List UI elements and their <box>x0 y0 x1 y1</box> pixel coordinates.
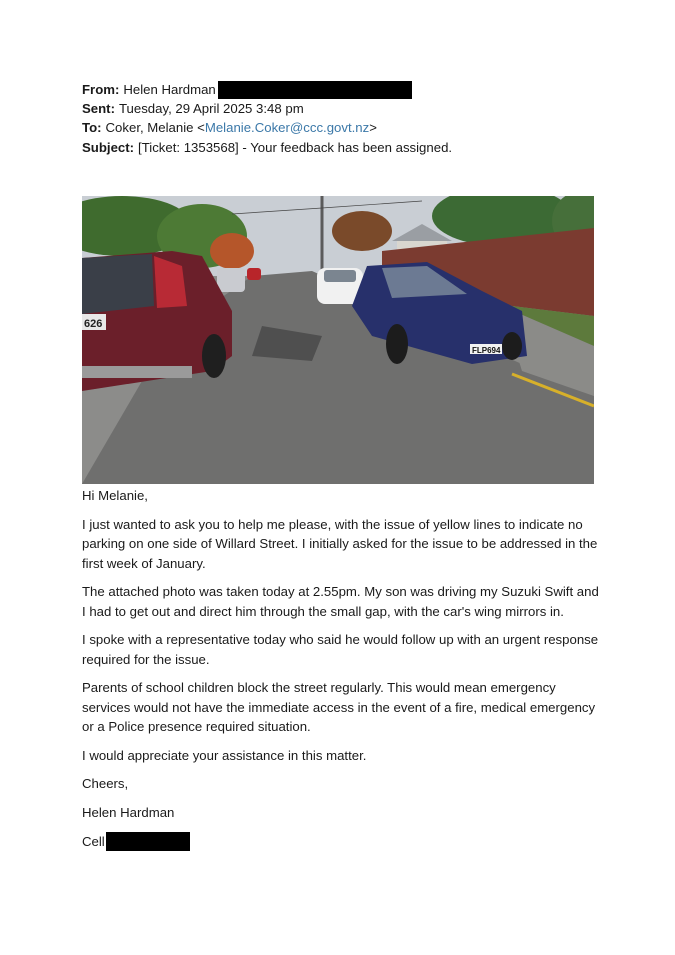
subject-label: Subject: <box>82 139 135 155</box>
sent-label: Sent: <box>82 101 115 117</box>
sent-value: Tuesday, 29 April 2025 3:48 pm <box>118 101 304 117</box>
to-email-link[interactable]: Melanie.Coker@ccc.govt.nz <box>204 120 370 136</box>
signature: Helen Hardman <box>82 805 175 821</box>
white-car-window <box>324 270 356 282</box>
paragraph-photo: The attached photo was taken today at 2.55pm. My son was driving my Suzuki Swift and I had to get out and direct him through the small gap, with the car's wing mirrors in. <box>82 584 599 619</box>
cell-label: Cell <box>82 834 105 849</box>
to-close: > <box>369 120 377 136</box>
paragraph-emergency: Parents of school children block the street regularly. This would mean emergency services would not have the immediate access in the event of a fire, medical emergency or a Police presence required situation. <box>82 680 596 734</box>
to-row <box>82 118 602 137</box>
cell-row <box>82 832 602 851</box>
paragraph-representative: I spoke with a representative today who said he would follow up with an urgent response required for the issue. <box>82 632 599 667</box>
left-number-plate: 626 <box>84 318 103 330</box>
distant-car-silver <box>217 268 245 292</box>
to-name: Coker, Melanie < <box>105 120 205 136</box>
maroon-suv <box>82 251 232 391</box>
attached-street-photo <box>82 196 594 484</box>
signoff: Cheers, <box>82 776 129 792</box>
autumn-tree <box>210 233 254 269</box>
email-header <box>82 80 602 157</box>
distant-car-red <box>247 268 261 280</box>
redacted-email-block <box>218 81 412 99</box>
email-body <box>82 486 602 861</box>
paragraph-request: I just wanted to ask you to help me please, with the issue of yellow lines to indicate no parking on one side of Willard Street. I initially asked for the issue to be addressed in the first week of January. <box>82 517 598 571</box>
subject-row <box>82 138 602 157</box>
sent-row <box>82 99 602 118</box>
greeting: Hi Melanie, <box>82 488 148 503</box>
from-label: From: <box>82 82 120 97</box>
right-number-plate: FLP694 <box>472 346 501 355</box>
tree-right-autumn <box>332 211 392 251</box>
subject-value: [Ticket: 1353568] - Your feedback has been assigned. <box>138 139 453 155</box>
redacted-phone-block <box>106 832 190 851</box>
street-photo-illustration <box>82 196 594 484</box>
from-row <box>82 80 602 99</box>
to-label: To: <box>82 120 102 136</box>
paragraph-appreciation: I would appreciate your assistance in this matter. <box>82 747 367 763</box>
from-value: Helen Hardman <box>123 82 216 97</box>
